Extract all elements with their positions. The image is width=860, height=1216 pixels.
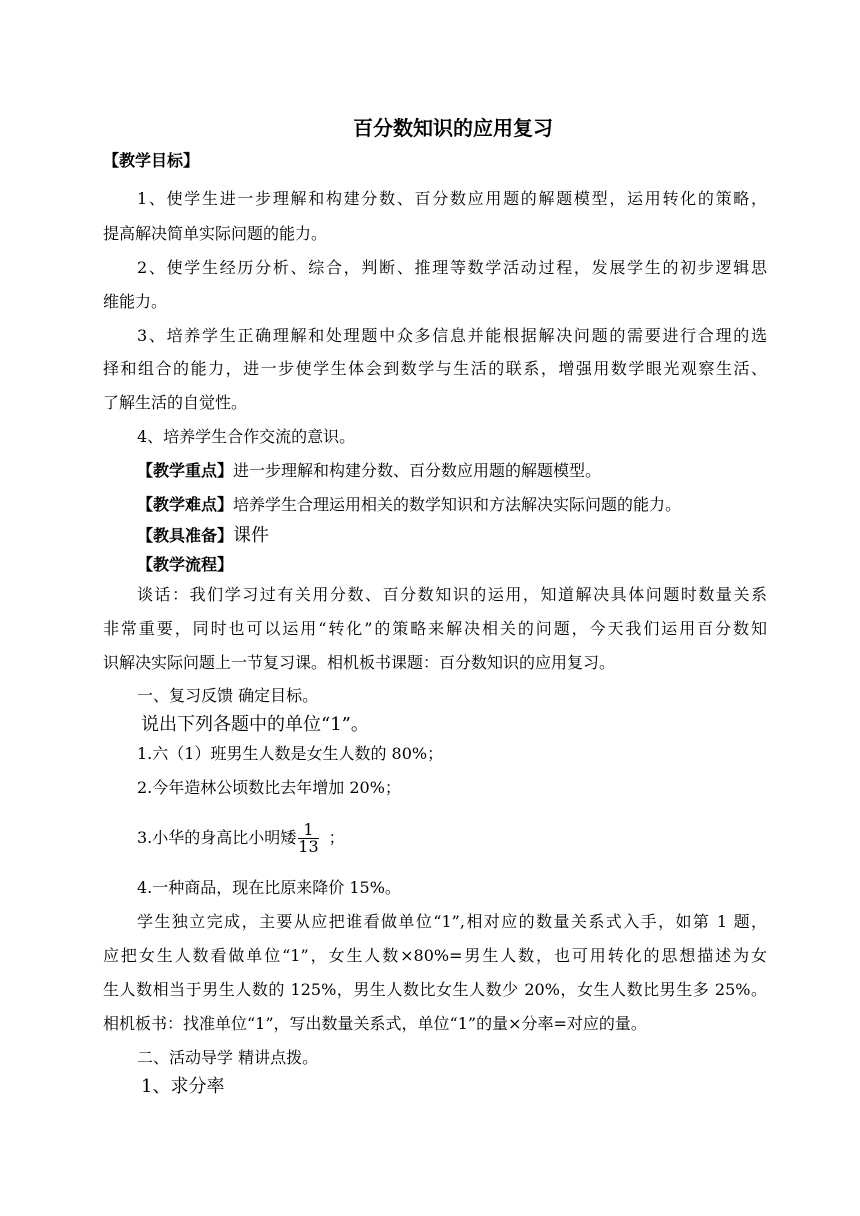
explanation-line: 学生独立完成，主要从应把谁看做单位“1”,相对应的数量关系式入手，如第 1 题， <box>137 912 767 931</box>
key-point <box>137 461 601 481</box>
materials-label: 【教具准备】 <box>137 526 234 545</box>
difficult-point-text: 培养学生合理运用相关的数学知识和方法解决实际问题的能力。 <box>233 495 682 514</box>
difficult-point <box>137 495 681 515</box>
objective-line: 4、培养学生合作交流的意识。 <box>137 427 356 446</box>
objective-line: 3、培养学生正确理解和处理题中众多信息并能根据解决问题的需要进行合理的选 <box>137 326 767 345</box>
question-4: 4.一种商品，现在比原来降价 15%。 <box>137 878 401 897</box>
objective-line: 提高解决简单实际问题的能力。 <box>103 224 328 243</box>
objective-line: 1、使学生进一步理解和构建分数、百分数应用题的解题模型，运用转化的策略， <box>137 189 767 208</box>
fraction-numerator: 1 <box>298 822 318 839</box>
intro-line: 谈话：我们学习过有关用分数、百分数知识的运用，知道解决具体问题时数量关系 <box>137 585 767 604</box>
fraction <box>298 822 318 855</box>
question-3-text: 3.小华的身高比小明矮 <box>137 828 297 847</box>
key-point-label: 【教学重点】 <box>137 461 234 480</box>
fraction-denominator: 13 <box>298 837 319 856</box>
section2-heading: 二、活动导学 精讲点拨。 <box>137 1048 319 1067</box>
objectives-heading: 【教学目标】 <box>103 151 200 170</box>
objective-line: 2、使学生经历分析、综合，判断、推理等数学活动过程，发展学生的初步逻辑思 <box>137 258 767 277</box>
question-3 <box>137 818 345 858</box>
section2-subheading: 1、求分率 <box>141 1076 225 1097</box>
intro-line: 非常重要，同时也可以运用“转化”的策略来解决相关的问题，今天我们运用百分数知 <box>103 619 767 638</box>
explanation-line: 相机板书：找准单位“1”，写出数量关系式，单位“1”的量×分率=对应的量。 <box>103 1014 647 1033</box>
question-3-end: ； <box>328 828 345 847</box>
section1-heading: 一、复习反馈 确定目标。 <box>137 686 319 705</box>
objective-line: 维能力。 <box>103 292 168 311</box>
objective-line: 择和组合的能力，进一步使学生体会到数学与生活的联系，增强用数学眼光观察生活、 <box>103 359 767 378</box>
difficult-point-label: 【教学难点】 <box>137 495 234 514</box>
question-2: 2.今年造林公顷数比去年增加 20%； <box>137 778 401 797</box>
objective-line: 了解生活的自觉性。 <box>103 393 248 412</box>
intro-line: 识解决实际问题上一节复习课。相机板书课题：百分数知识的应用复习。 <box>103 653 616 672</box>
explanation-line: 应把女生人数看做单位“1”，女生人数×80%=男生人数，也可用转化的思想描述为女 <box>103 946 767 965</box>
document-title: 百分数知识的应用复习 <box>353 116 553 140</box>
explanation-line: 生人数相当于男生人数的 125%，男生人数比女生人数少 20%，女生人数比男生多 25%。 <box>103 980 767 999</box>
materials <box>137 526 269 546</box>
section1-prompt: 说出下列各题中的单位“1”。 <box>141 714 369 735</box>
question-1: 1.六（1）班男生人数是女生人数的 80%； <box>137 744 444 763</box>
materials-text: 课件 <box>233 525 270 546</box>
key-point-text: 进一步理解和构建分数、百分数应用题的解题模型。 <box>233 461 602 480</box>
process-heading: 【教学流程】 <box>137 555 234 574</box>
